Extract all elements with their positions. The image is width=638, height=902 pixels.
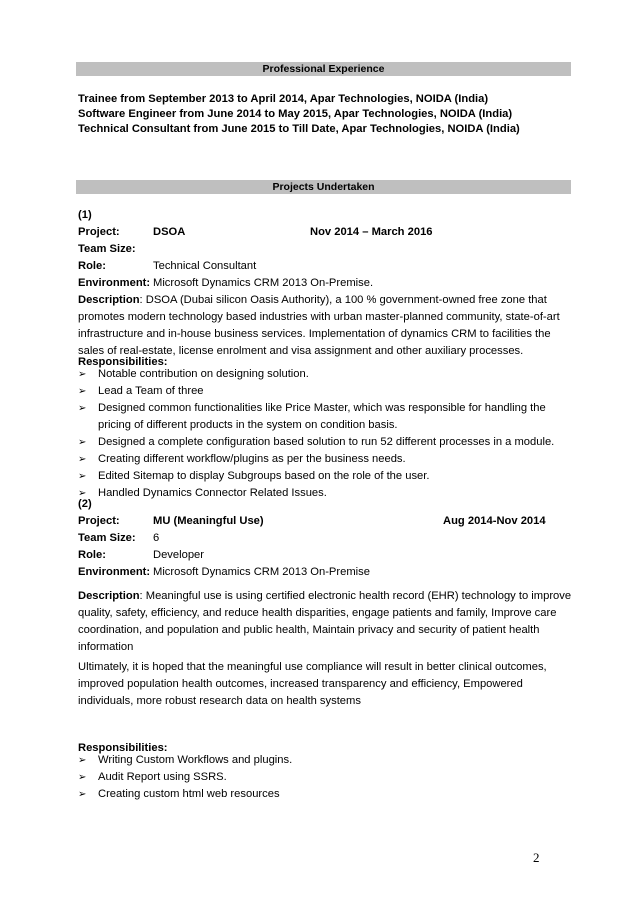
project-2-description xyxy=(78,588,572,656)
project-1-description xyxy=(78,292,572,360)
arrow-bullet-icon: ➢ xyxy=(78,369,87,380)
description-label: Description xyxy=(78,294,140,306)
list-item: ➢ Handled Dynamics Connector Related Issues. xyxy=(78,485,572,502)
experience-line-2: Software Engineer from June 2014 to May 2015, Apar Technologies, NOIDA (India) xyxy=(78,108,513,120)
description-text: : DSOA (Dubai silicon Oasis Authority), a 100 % government-owned free zone that promotes modern technology based industries with urban master-planned community, state-of-art infrastructure and in-house business services. Implementation of dynamics CRM to facilities the sales of real-estate, license enrolment and visa assignment and other auxiliary processes. xyxy=(78,294,560,357)
environment-label: Environment: xyxy=(78,277,151,289)
description-label: Description xyxy=(78,590,140,602)
experience-line-1: Trainee from September 2013 to April 2014, Apar Technologies, NOIDA (India) xyxy=(78,93,489,105)
arrow-bullet-icon: ➢ xyxy=(78,386,87,397)
project-number: (1) xyxy=(78,209,92,221)
arrow-bullet-icon: ➢ xyxy=(78,437,87,448)
project-label: Project: xyxy=(78,226,120,238)
project-dates: Aug 2014-Nov 2014 xyxy=(443,515,546,527)
description-text: : Meaningful use is using certified electronic health record (EHR) technology to improve quality, safety, efficiency, and reduce health disparities, engage patients and family, Improve care coordination, and population and public health, Maintain privacy and security of patient health information xyxy=(78,590,572,653)
list-item: ➢ Lead a Team of three xyxy=(78,383,572,400)
list-item: ➢ Creating custom html web resources xyxy=(78,786,572,803)
arrow-bullet-icon: ➢ xyxy=(78,488,87,499)
page-number: 2 xyxy=(533,850,540,865)
experience-line-3: Technical Consultant from June 2015 to Till Date, Apar Technologies, NOIDA (India) xyxy=(78,123,520,135)
project-name: DSOA xyxy=(153,226,186,238)
environment-label: Environment: xyxy=(78,566,151,578)
arrow-bullet-icon: ➢ xyxy=(78,789,87,800)
list-item: ➢ Audit Report using SSRS. xyxy=(78,769,572,786)
list-item: ➢ Edited Sitemap to display Subgroups based on the role of the user. xyxy=(78,468,572,485)
arrow-bullet-icon: ➢ xyxy=(78,454,87,465)
environment-value: Microsoft Dynamics CRM 2013 On-Premise xyxy=(153,566,370,578)
list-item: ➢ Designed a complete configuration based solution to run 52 different processes in a module. xyxy=(78,434,572,451)
role-label: Role: xyxy=(78,260,106,272)
project-2-description-2: Ultimately, it is hoped that the meaningful use compliance will result in better clinical outcomes, improved population health outcomes, increased transparency and efficiency, Empowered individuals, more robust research data on health systems xyxy=(78,661,547,707)
project-name: MU (Meaningful Use) xyxy=(153,515,264,527)
list-item: ➢ Notable contribution on designing solution. xyxy=(78,366,572,383)
project-number: (2) xyxy=(78,498,92,510)
list-item: ➢ Creating different workflow/plugins as per the business needs. xyxy=(78,451,572,468)
project-label: Project: xyxy=(78,515,120,527)
arrow-bullet-icon: ➢ xyxy=(78,755,87,766)
project-2-responsibilities xyxy=(78,752,572,803)
list-item: ➢ Writing Custom Workflows and plugins. xyxy=(78,752,572,769)
team-size-value: 6 xyxy=(153,532,160,544)
projects-undertaken-heading: Projects Undertaken xyxy=(76,180,571,194)
role-value: Technical Consultant xyxy=(153,260,257,272)
arrow-bullet-icon: ➢ xyxy=(78,403,87,414)
team-size-label: Team Size: xyxy=(78,243,136,255)
arrow-bullet-icon: ➢ xyxy=(78,471,87,482)
project-dates: Nov 2014 – March 2016 xyxy=(310,226,433,238)
arrow-bullet-icon: ➢ xyxy=(78,772,87,783)
project-1-responsibilities xyxy=(78,366,572,502)
environment-value: Microsoft Dynamics CRM 2013 On-Premise. xyxy=(153,277,374,289)
project-1 xyxy=(78,207,572,292)
role-label: Role: xyxy=(78,549,106,561)
list-item: ➢ Designed common functionalities like Price Master, which was responsible for handling the pricing of different products in the system on condition basis. xyxy=(78,402,546,431)
responsibilities-label: Responsibilities: xyxy=(78,356,168,368)
responsibilities-label: Responsibilities: xyxy=(78,742,168,754)
role-value: Developer xyxy=(153,549,204,561)
professional-experience-heading: Professional Experience xyxy=(76,62,571,76)
team-size-label: Team Size: xyxy=(78,532,136,544)
project-2 xyxy=(78,496,572,581)
